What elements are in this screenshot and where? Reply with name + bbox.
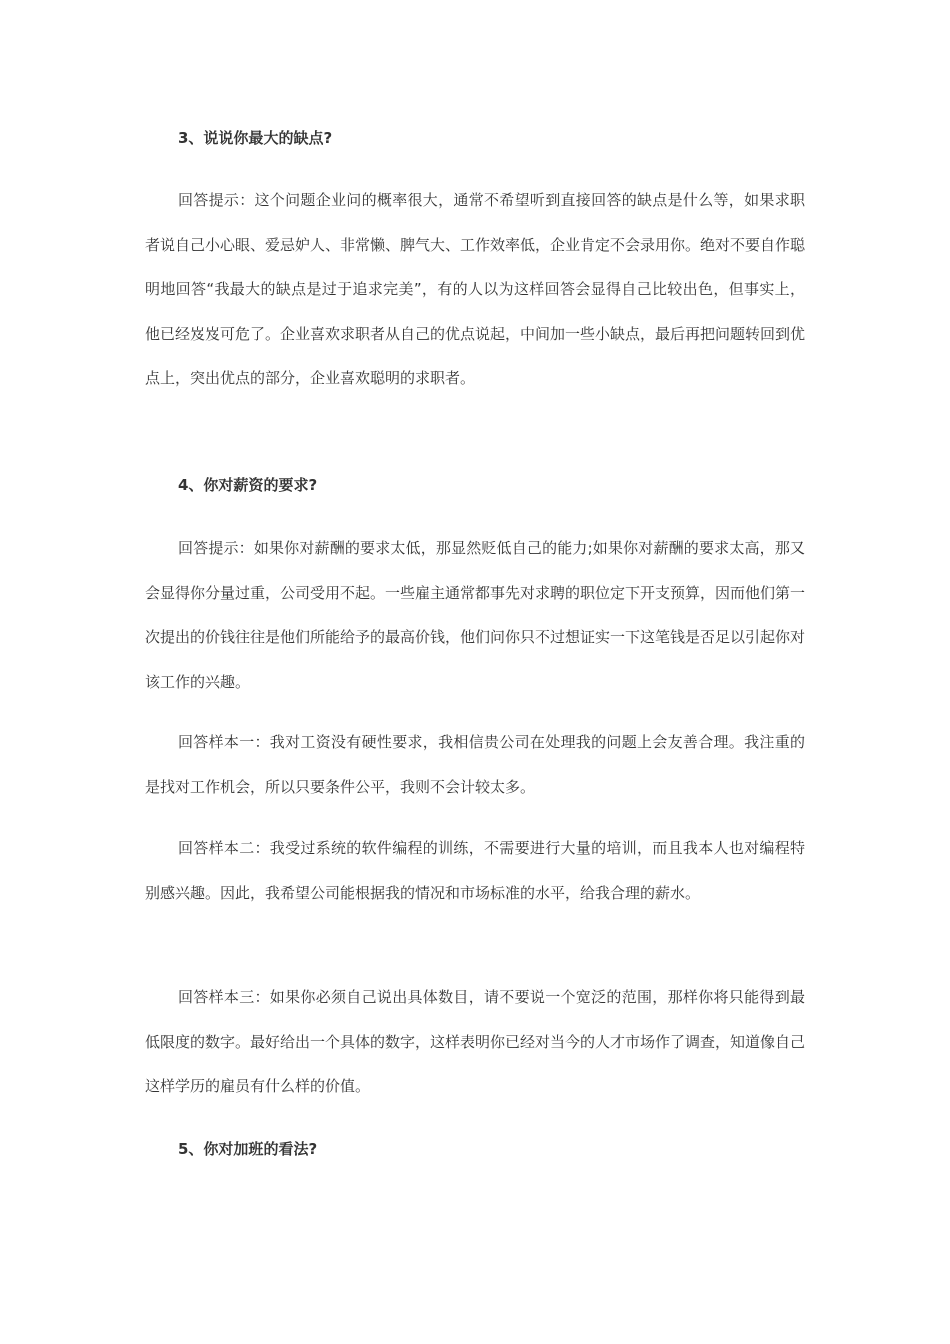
section-heading-5: 5、你对加班的看法?: [178, 1140, 318, 1158]
section-heading-3: 3、说说你最大的缺点?: [178, 129, 333, 147]
section-3-paragraph-1: 回答提示：这个问题企业问的概率很大，通常不希望听到直接回答的缺点是什么等，如果求职者说自己小心眼、爱忌妒人、非常懒、脾气大、工作效率低，企业肯定不会录用你。绝对不要自作聪明地回答“我最大的缺点是过于追求完美”，有的人以为这样回答会显得自己比较出色，但事实上，他已经岌岌可危了。企业喜欢求职者从自己的优点说起，中间加一些小缺点，最后再把问题转回到优点上，突出优点的部分，企业喜欢聪明的求职者。: [145, 191, 806, 387]
section-heading-4: 4、你对薪资的要求?: [178, 476, 318, 494]
section-4-paragraph-3: 回答样本二：我受过系统的软件编程的训练，不需要进行大量的培训，而且我本人也对编程特别感兴趣。因此，我希望公司能根据我的情况和市场标准的水平，给我合理的薪水。: [145, 839, 805, 902]
section-4-paragraph-4: 回答样本三：如果你必须自己说出具体数目，请不要说一个宽泛的范围，那样你将只能得到最低限度的数字。最好给出一个具体的数字，这样表明你已经对当今的人才市场作了调查，知道像自己这样学历的雇员有什么样的价值。: [145, 988, 806, 1095]
section-4-paragraph-1: 回答提示：如果你对薪酬的要求太低，那显然贬低自己的能力;如果你对薪酬的要求太高，那又会显得你分量过重，公司受用不起。一些雇主通常都事先对求聘的职位定下开支预算，因而他们第一次提出的价钱往往是他们所能给予的最高价钱，他们问你只不过想证实一下这笔钱是否足以引起你对该工作的兴趣。: [145, 539, 806, 691]
section-4-paragraph-2: 回答样本一：我对工资没有硬性要求，我相信贵公司在处理我的问题上会友善合理。我注重的是找对工作机会，所以只要条件公平，我则不会计较太多。: [145, 733, 805, 796]
